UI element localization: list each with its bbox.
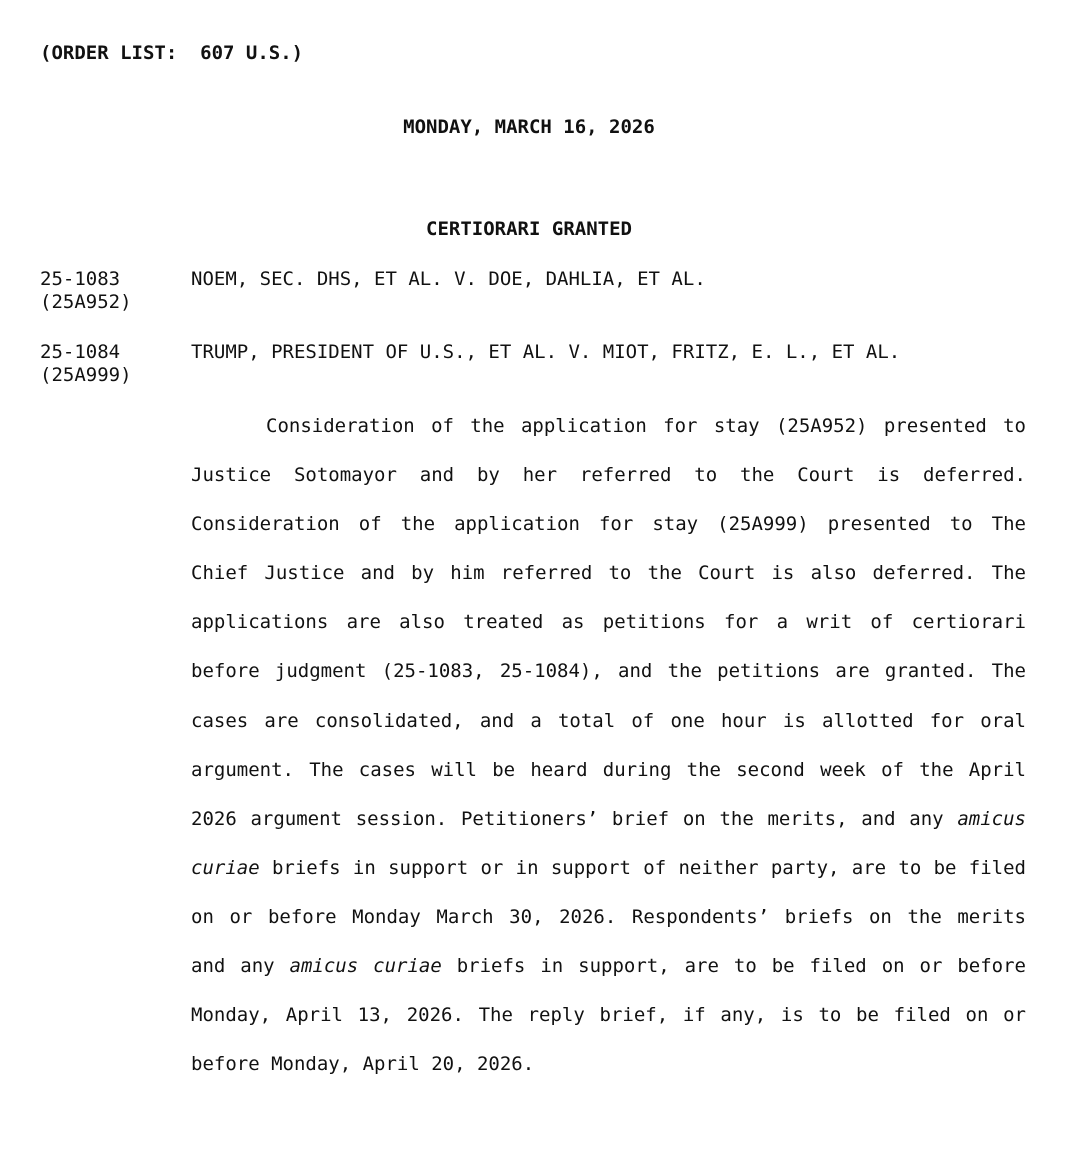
order-date: MONDAY, MARCH 16, 2026 (403, 116, 655, 138)
docket-column (40, 341, 180, 387)
application-number: (25A999) (40, 364, 132, 386)
application-number: (25A952) (40, 291, 132, 313)
order-list-header: (ORDER LIST: 607 U.S.) (40, 42, 304, 64)
docket-column (40, 268, 180, 314)
case-caption: TRUMP, PRESIDENT OF U.S., ET AL. V. MIOT, FRITZ, E. L., ET AL. (191, 341, 901, 363)
order-paragraph (191, 402, 1026, 1089)
amicus-curiae-term: amicus curiae (289, 955, 442, 978)
order-text-part-3: briefs in support, are to be filed on or before Monday, April 13, 2026. The reply brief, if any, is to be filed on or before Monday, April 20, 2026. (191, 955, 1026, 1076)
order-text-part-1: Consideration of the application for stay (25A952) presented to Justice Sotomayor and by her referred to the Court is deferred. Consideration of the application for stay (25A999) presented to The Chief Justice and by him referred to the Court is also deferred. The applications are also treated as petitions for a writ of certiorari before judgment (25-1083, 25-1084), and the petitions are granted. The cases are consolidated, and a total of one hour is allotted for oral argument. The cases will be heard during the second week of the April 2026 argument session. Petitioners’ brief on the merits, and any (191, 415, 1026, 830)
docket-number: 25-1084 (40, 341, 121, 363)
docket-number: 25-1083 (40, 268, 121, 290)
amicus-curiae-term: amicus curiae (191, 807, 1026, 879)
case-caption: NOEM, SEC. DHS, ET AL. V. DOE, DAHLIA, ET AL. (191, 268, 706, 290)
order-text-part-2: briefs in support or in support of neither party, are to be filed on or before Monday March 30, 2026. Respondents’ briefs on the merits and any (191, 856, 1026, 978)
section-heading-certiorari-granted: CERTIORARI GRANTED (426, 218, 632, 240)
